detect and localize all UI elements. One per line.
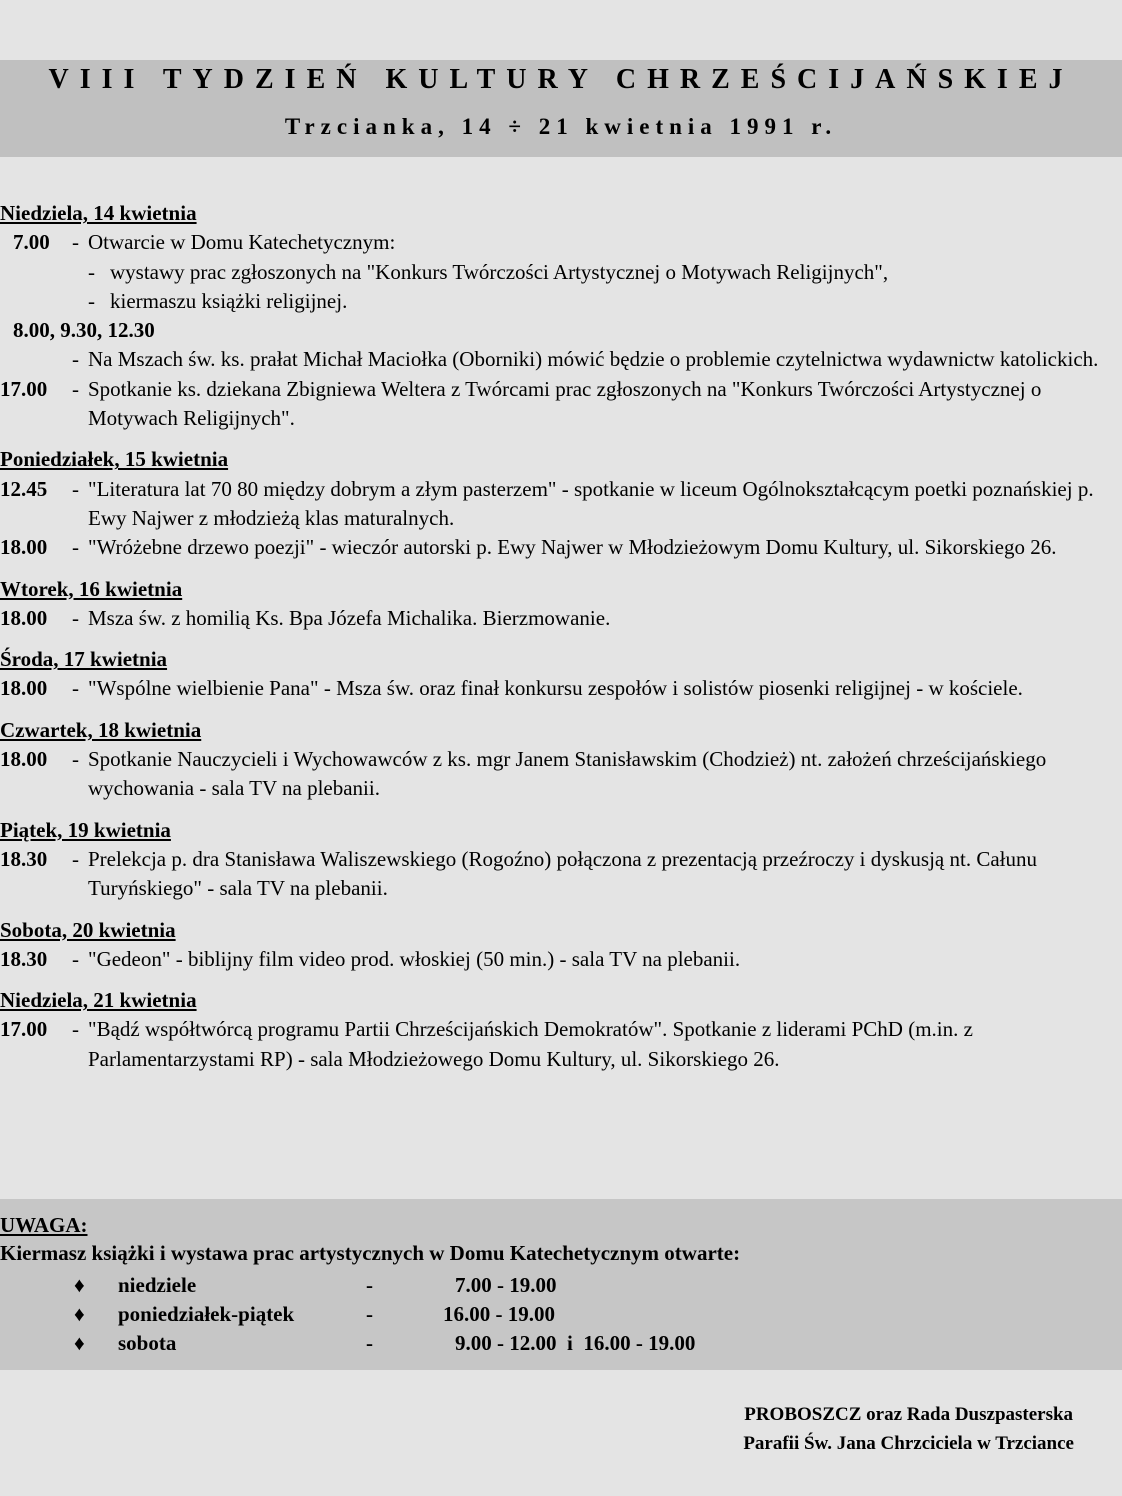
list-item-text: kiermaszu książki religijnej.	[110, 288, 348, 313]
day-title: Sobota, 20 kwietnia	[0, 917, 176, 942]
event-dash: -	[72, 230, 79, 255]
event-text: "Bądź współtwórcą programu Partii Chrześcijańskich Demokratów". Spotkanie z liderami PChD (m.in. z Parlamentarzystami RP) - sala Młodzieżowego Domu Kultury, ul. Sikorskiego 26.	[88, 1017, 973, 1071]
hours-separator: -	[366, 1331, 373, 1355]
day-section	[0, 816, 1118, 904]
diamond-bullet-icon: ♦	[74, 1273, 85, 1297]
event-dash: -	[72, 1017, 79, 1042]
event-text: "Wspólne wielbienie Pana" - Msza św. oraz finał konkursu zespołów i solistów piosenki religijnej - w kościele.	[88, 676, 1023, 701]
program	[0, 199, 1118, 1086]
event-dash: -	[72, 605, 79, 630]
diamond-bullet-icon: ♦	[74, 1302, 85, 1326]
event-dash: -	[72, 676, 79, 701]
event	[0, 345, 1118, 374]
signature-line: Parafii Św. Jana Chrzciciela w Trzciance	[743, 1433, 1074, 1454]
day-section	[0, 916, 1118, 975]
day-section	[0, 645, 1118, 704]
day-title: Poniedziałek, 15 kwietnia	[0, 447, 229, 472]
signature-line: PROBOSZCZ oraz Rada Duszpasterska	[744, 1404, 1074, 1425]
hours-day: sobota	[118, 1331, 177, 1355]
event-text: Msza św. z homilią Ks. Bpa Józefa Michalika. Bierzmowanie.	[88, 605, 611, 630]
hours-separator: -	[366, 1302, 373, 1326]
event-time: 18.30	[0, 946, 48, 971]
note-heading: UWAGA:	[0, 1213, 88, 1237]
event-time: 18.00	[0, 676, 48, 701]
day-section	[0, 445, 1118, 562]
day-section	[0, 986, 1118, 1074]
hours-separator: -	[366, 1273, 373, 1297]
event-time: 12.45	[0, 476, 48, 501]
hours-value: 9.00 - 12.00 i 16.00 - 19.00	[455, 1331, 696, 1355]
event	[0, 533, 1118, 562]
hours-row	[0, 1329, 800, 1358]
hours-row	[0, 1300, 800, 1329]
event-text: Na Mszach św. ks. prałat Michał Maciołka (Oborniki) mówić będzie o problemie czytelnictwa wydawnictw katolickich.	[88, 347, 1099, 372]
event-text: "Literatura lat 70 80 między dobrym a złym pasterzem" - spotkanie w liceum Ogólnokształcącym poetki poznańskiej p. Ewy Najwer z młodzieżą klas maturalnych.	[88, 476, 1094, 530]
event-dash: -	[72, 476, 79, 501]
event-time: 18.00	[0, 605, 48, 630]
event-time: 17.00	[0, 1017, 48, 1042]
event-text: "Gedeon" - biblijny film video prod. włoskiej (50 min.) - sala TV na plebanii.	[88, 946, 741, 971]
day-section	[0, 199, 1118, 433]
event-time: 8.00, 9.30, 12.30	[13, 318, 155, 343]
event	[0, 1015, 1118, 1074]
note-text: Kiermasz książki i wystawa prac artystycznych w Domu Katechetycznym otwarte:	[0, 1241, 741, 1265]
event	[0, 375, 1118, 434]
event-time: 18.00	[0, 535, 48, 560]
list-item-text: wystawy prac zgłoszonych na "Konkurs Twórczości Artystycznej o Motywach Religijnych",	[110, 259, 889, 284]
list-item	[0, 287, 1118, 316]
event-time: 18.30	[0, 846, 48, 871]
day-section	[0, 575, 1118, 634]
day-title: Czwartek, 18 kwietnia	[0, 717, 202, 742]
event-dash: -	[72, 347, 79, 372]
event-text: Spotkanie ks. dziekana Zbigniewa Weltera z Twórcami prac zgłoszonych na "Konkurs Twórczości Artystycznej o Motywach Religijnych".	[88, 376, 1042, 431]
hours-row	[0, 1271, 800, 1300]
list-item	[0, 258, 1118, 287]
signature	[743, 1400, 1074, 1458]
day-title: Niedziela, 14 kwietnia	[0, 201, 197, 225]
event	[0, 845, 1118, 904]
event-time: 7.00	[13, 230, 50, 255]
event-text: "Wróżebne drzewo poezji" - wieczór autorski p. Ewy Najwer w Młodzieżowym Domu Kultury, ul. Sikorskiego 26.	[88, 535, 1057, 560]
hours-value: 16.00 - 19.00	[443, 1302, 555, 1326]
event	[0, 475, 1118, 534]
event	[0, 745, 1118, 804]
event-dash: -	[72, 846, 79, 871]
opening-hours	[0, 1271, 800, 1358]
diamond-bullet-icon: ♦	[74, 1331, 85, 1355]
event-dash: -	[72, 946, 79, 971]
event	[0, 945, 1118, 974]
page-title: VIII TYDZIEŃ KULTURY CHRZEŚCIJAŃSKIEJ	[48, 64, 1074, 95]
event	[0, 674, 1118, 703]
day-section	[0, 716, 1118, 804]
event-text: Prelekcja p. dra Stanisława Waliszewskiego (Rogoźno) połączona z prezentacją przeźroczy i dyskusją nt. Całunu Turyńskiego" - sala TV na plebanii.	[88, 846, 1037, 901]
event-time: 17.00	[0, 376, 48, 401]
event	[0, 228, 1118, 257]
day-title: Niedziela, 21 kwietnia	[0, 988, 197, 1013]
event-dash: -	[72, 535, 79, 560]
hours-day: poniedziałek-piątek	[118, 1302, 295, 1326]
list-dash: -	[88, 259, 95, 284]
event	[0, 604, 1118, 633]
day-title: Wtorek, 16 kwietnia	[0, 576, 183, 601]
hours-value: 7.00 - 19.00	[455, 1273, 557, 1297]
event-time: 18.00	[0, 747, 48, 772]
event-dash: -	[72, 747, 79, 772]
list-dash: -	[88, 288, 95, 313]
event-text: Spotkanie Nauczycieli i Wychowawców z ks. mgr Janem Stanisławskim (Chodzież) nt. założeń chrześcijańskiego wychowania - sala TV na plebanii.	[88, 747, 1047, 801]
event-dash: -	[72, 376, 79, 401]
event-text: Otwarcie w Domu Katechetycznym:	[88, 230, 396, 255]
hours-day: niedziele	[118, 1273, 197, 1297]
day-title: Środa, 17 kwietnia	[0, 647, 168, 672]
day-title: Piątek, 19 kwietnia	[0, 817, 171, 842]
page-subtitle: Trzcianka, 14 ÷ 21 kwietnia 1991 r.	[284, 114, 838, 139]
